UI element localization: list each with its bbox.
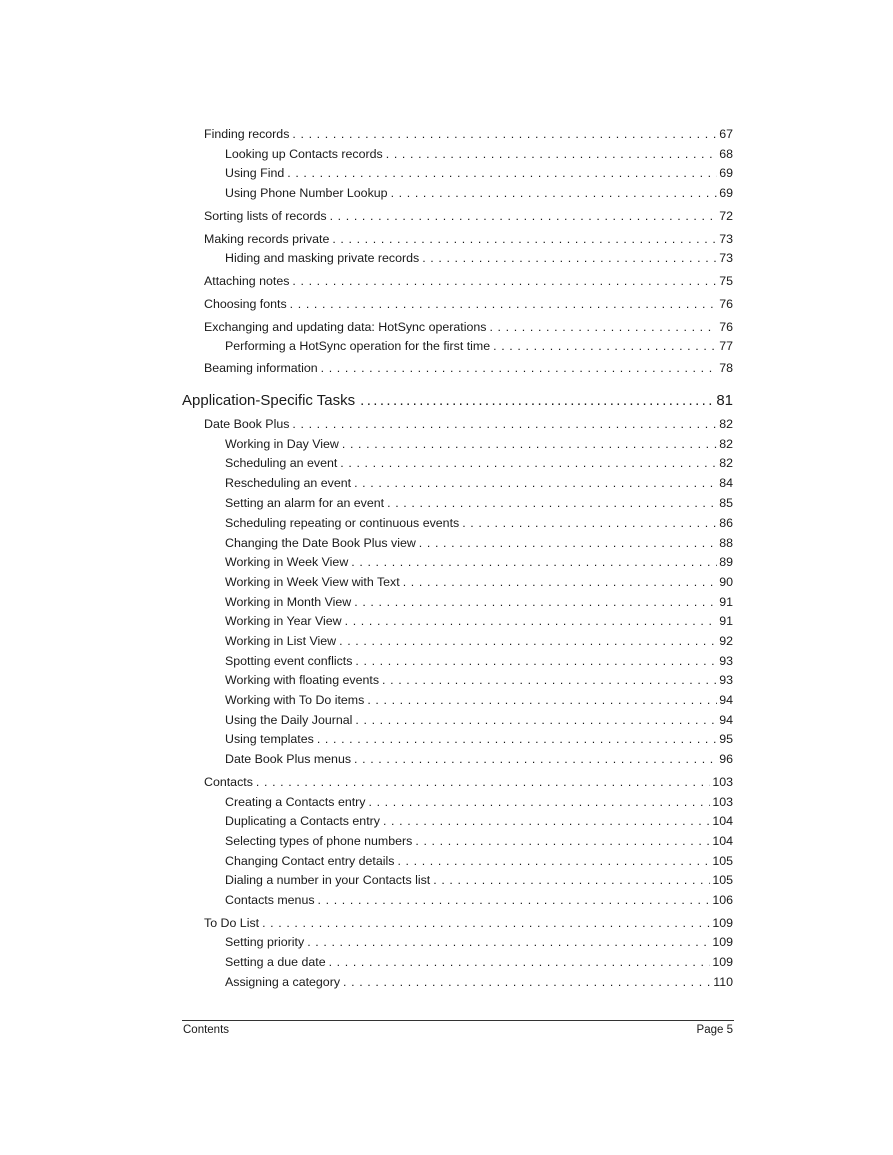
- toc-entry-title: Contacts: [204, 775, 253, 789]
- toc-entry-title: Date Book Plus menus: [225, 752, 352, 766]
- toc-entry-title: Setting a due date: [225, 955, 326, 969]
- toc-page-number: 76: [719, 320, 733, 334]
- dot-leader: [343, 975, 711, 989]
- toc-page-number: 85: [719, 496, 733, 510]
- toc-entry-title: Dialing a number in your Contacts list: [225, 873, 431, 887]
- toc-page-number: 89: [719, 555, 733, 569]
- dot-leader: [292, 127, 717, 141]
- dot-leader: [354, 752, 717, 766]
- dot-leader: [332, 232, 717, 246]
- toc-entry[interactable]: [225, 575, 733, 593]
- toc-page-number: 104: [712, 814, 733, 828]
- toc-entry-title: Working with To Do items: [225, 693, 365, 707]
- dot-leader: [493, 339, 717, 353]
- dot-leader: [318, 893, 711, 907]
- toc-entry-title: Scheduling repeating or continuous events: [225, 516, 460, 530]
- toc-entry[interactable]: [225, 251, 733, 269]
- toc-entry-title: Choosing fonts: [204, 297, 287, 311]
- toc-entry-title: Working in Week View: [225, 555, 349, 569]
- toc-page-number: 72: [719, 209, 733, 223]
- toc-page-number: 91: [719, 614, 733, 628]
- dot-leader: [354, 476, 717, 490]
- footer-rule: [182, 1020, 734, 1021]
- toc-page-number: 86: [719, 516, 733, 530]
- toc-entry-title: Using templates: [225, 732, 314, 746]
- dot-leader: [292, 417, 717, 431]
- toc-entry-title: Working with floating events: [225, 673, 380, 687]
- toc-entry[interactable]: [204, 417, 733, 435]
- dot-leader: [340, 456, 717, 470]
- toc-entry-title: Finding records: [204, 127, 290, 141]
- dot-leader: [462, 516, 717, 530]
- dot-leader: [382, 673, 717, 687]
- toc-page-number: 92: [719, 634, 733, 648]
- toc-entry[interactable]: [225, 516, 733, 534]
- toc-entry-title: Using the Daily Journal: [225, 713, 353, 727]
- toc-entry-title: Application-Specific Tasks: [182, 392, 356, 409]
- dot-leader: [307, 935, 710, 949]
- dot-leader: [345, 614, 718, 628]
- toc-entry[interactable]: [225, 732, 733, 750]
- toc-page-number: 69: [719, 186, 733, 200]
- toc-entry[interactable]: [225, 595, 733, 613]
- dot-leader: [321, 361, 718, 375]
- toc-page-number: 73: [719, 251, 733, 265]
- dot-leader: [419, 536, 717, 550]
- toc-page-number: 105: [712, 854, 733, 868]
- toc-entry[interactable]: [204, 127, 733, 145]
- dot-leader: [262, 916, 710, 930]
- toc-entry[interactable]: [204, 361, 733, 379]
- toc-page-number: 88: [719, 536, 733, 550]
- toc-entry-title: Changing the Date Book Plus view: [225, 536, 416, 550]
- dot-leader: [403, 575, 718, 589]
- toc-entry-title: Assigning a category: [225, 975, 341, 989]
- toc-entry-title: Beaming information: [204, 361, 318, 375]
- toc-page-number: 84: [719, 476, 733, 490]
- toc-entry[interactable]: [225, 814, 733, 832]
- dot-leader: [360, 392, 712, 409]
- dot-leader: [433, 873, 710, 887]
- toc-page-number: 93: [719, 673, 733, 687]
- toc-chapter-entry[interactable]: [182, 392, 733, 412]
- toc-entry[interactable]: [225, 456, 733, 474]
- toc-entry-title: Scheduling an event: [225, 456, 338, 470]
- toc-page-number: 109: [712, 935, 733, 949]
- toc-page-number: 90: [719, 575, 733, 589]
- toc-entry[interactable]: [204, 320, 733, 338]
- toc-entry-title: Contacts menus: [225, 893, 315, 907]
- dot-leader: [317, 732, 717, 746]
- toc-page-number: 96: [719, 752, 733, 766]
- toc-entry[interactable]: [204, 209, 733, 227]
- toc-entry[interactable]: [225, 555, 733, 573]
- toc-entry[interactable]: [225, 834, 733, 852]
- toc-page-number: 106: [712, 893, 733, 907]
- toc-page-number: 82: [719, 437, 733, 451]
- toc-entry[interactable]: [225, 752, 733, 770]
- toc-page-number: 103: [712, 795, 733, 809]
- toc-page-number: 94: [719, 693, 733, 707]
- toc-entry[interactable]: [225, 654, 733, 672]
- toc-page-number: 104: [712, 834, 733, 848]
- toc-entry-title: Working in List View: [225, 634, 337, 648]
- toc-entry-title: Date Book Plus: [204, 417, 290, 431]
- toc-page-number: 73: [719, 232, 733, 246]
- footer-section-title: Contents: [183, 1024, 230, 1036]
- footer-page-number: Page 5: [696, 1024, 733, 1036]
- dot-leader: [329, 955, 711, 969]
- toc-entry[interactable]: [204, 297, 733, 315]
- toc-entry[interactable]: [204, 916, 733, 934]
- toc-entry-title: Working in Day View: [225, 437, 339, 451]
- toc-entry-title: Working in Month View: [225, 595, 352, 609]
- toc-entry-title: Creating a Contacts entry: [225, 795, 366, 809]
- toc-entry-title: Setting an alarm for an event: [225, 496, 385, 510]
- toc-page-number: 109: [712, 916, 733, 930]
- dot-leader: [391, 186, 718, 200]
- dot-leader: [292, 274, 717, 288]
- dot-leader: [397, 854, 710, 868]
- dot-leader: [355, 654, 717, 668]
- toc-entry[interactable]: [225, 713, 733, 731]
- toc-entry-title: Making records private: [204, 232, 330, 246]
- toc-entry-title: Sorting lists of records: [204, 209, 327, 223]
- toc-entry[interactable]: [225, 854, 733, 872]
- toc-entry-title: Performing a HotSync operation for the first time: [225, 339, 491, 353]
- toc-entry[interactable]: [225, 496, 733, 514]
- dot-leader: [256, 775, 710, 789]
- dot-leader: [342, 437, 717, 451]
- dot-leader: [387, 496, 717, 510]
- toc-entry[interactable]: [225, 634, 733, 652]
- toc-entry[interactable]: [225, 476, 733, 494]
- toc-page-number: 93: [719, 654, 733, 668]
- toc-entry[interactable]: [225, 935, 733, 953]
- toc-entry-title: To Do List: [204, 916, 260, 930]
- toc-entry[interactable]: [204, 775, 733, 793]
- toc-entry-title: Selecting types of phone numbers: [225, 834, 413, 848]
- toc-entry-title: Using Phone Number Lookup: [225, 186, 388, 200]
- toc-entry[interactable]: [225, 673, 733, 691]
- toc-entry[interactable]: [204, 274, 733, 292]
- toc-entry[interactable]: [225, 437, 733, 455]
- toc-entry[interactable]: [225, 893, 733, 911]
- toc-entry[interactable]: [225, 614, 733, 632]
- toc-page-number: 109: [712, 955, 733, 969]
- toc-page-number: 103: [712, 775, 733, 789]
- dot-leader: [386, 147, 717, 161]
- toc-page-number: 68: [719, 147, 733, 161]
- toc-entry-title: Rescheduling an event: [225, 476, 352, 490]
- toc-entry-title: Hiding and masking private records: [225, 251, 420, 265]
- toc-entry-title: Attaching notes: [204, 274, 290, 288]
- toc-page-number: 69: [719, 166, 733, 180]
- dot-leader: [415, 834, 710, 848]
- toc-entry[interactable]: [225, 186, 733, 204]
- toc-entry-title: Changing Contact entry details: [225, 854, 395, 868]
- toc-page-number: 76: [719, 297, 733, 311]
- toc-entry-title: Exchanging and updating data: HotSync operations: [204, 320, 487, 334]
- toc-page-number: 95: [719, 732, 733, 746]
- toc-page-number: 82: [719, 456, 733, 470]
- dot-leader: [290, 297, 718, 311]
- toc-entry[interactable]: [204, 232, 733, 250]
- toc-entry-title: Spotting event conflicts: [225, 654, 353, 668]
- toc-entry-title: Using Find: [225, 166, 285, 180]
- dot-leader: [383, 814, 710, 828]
- toc-entry[interactable]: [225, 795, 733, 813]
- toc-entry[interactable]: [225, 147, 733, 165]
- toc-entry[interactable]: [225, 166, 733, 184]
- dot-leader: [355, 713, 717, 727]
- toc-entry-title: Working in Week View with Text: [225, 575, 400, 589]
- dot-leader: [330, 209, 718, 223]
- toc-entry[interactable]: [225, 536, 733, 554]
- toc-entry-title: Working in Year View: [225, 614, 342, 628]
- dot-leader: [351, 555, 717, 569]
- toc-page-number: 82: [719, 417, 733, 431]
- dot-leader: [489, 320, 717, 334]
- toc-entry[interactable]: [225, 975, 733, 993]
- dot-leader: [339, 634, 717, 648]
- toc-entry[interactable]: [225, 955, 733, 973]
- dot-leader: [422, 251, 717, 265]
- toc-entry[interactable]: [225, 873, 733, 891]
- dot-leader: [354, 595, 717, 609]
- toc-entry[interactable]: [225, 339, 733, 357]
- toc-entry-title: Looking up Contacts records: [225, 147, 383, 161]
- toc-page-number: 81: [716, 392, 733, 409]
- toc-page-number: 78: [719, 361, 733, 375]
- toc-page-number: 67: [719, 127, 733, 141]
- toc-entry[interactable]: [225, 693, 733, 711]
- dot-leader: [367, 693, 717, 707]
- toc-page-number: 91: [719, 595, 733, 609]
- toc-page-number: 77: [719, 339, 733, 353]
- toc-page-number: 105: [712, 873, 733, 887]
- toc-entry-title: Setting priority: [225, 935, 305, 949]
- toc-entry-title: Duplicating a Contacts entry: [225, 814, 380, 828]
- toc-page-number: 75: [719, 274, 733, 288]
- dot-leader: [369, 795, 711, 809]
- toc-page-number: 110: [713, 975, 733, 989]
- dot-leader: [287, 166, 717, 180]
- toc-page-number: 94: [719, 713, 733, 727]
